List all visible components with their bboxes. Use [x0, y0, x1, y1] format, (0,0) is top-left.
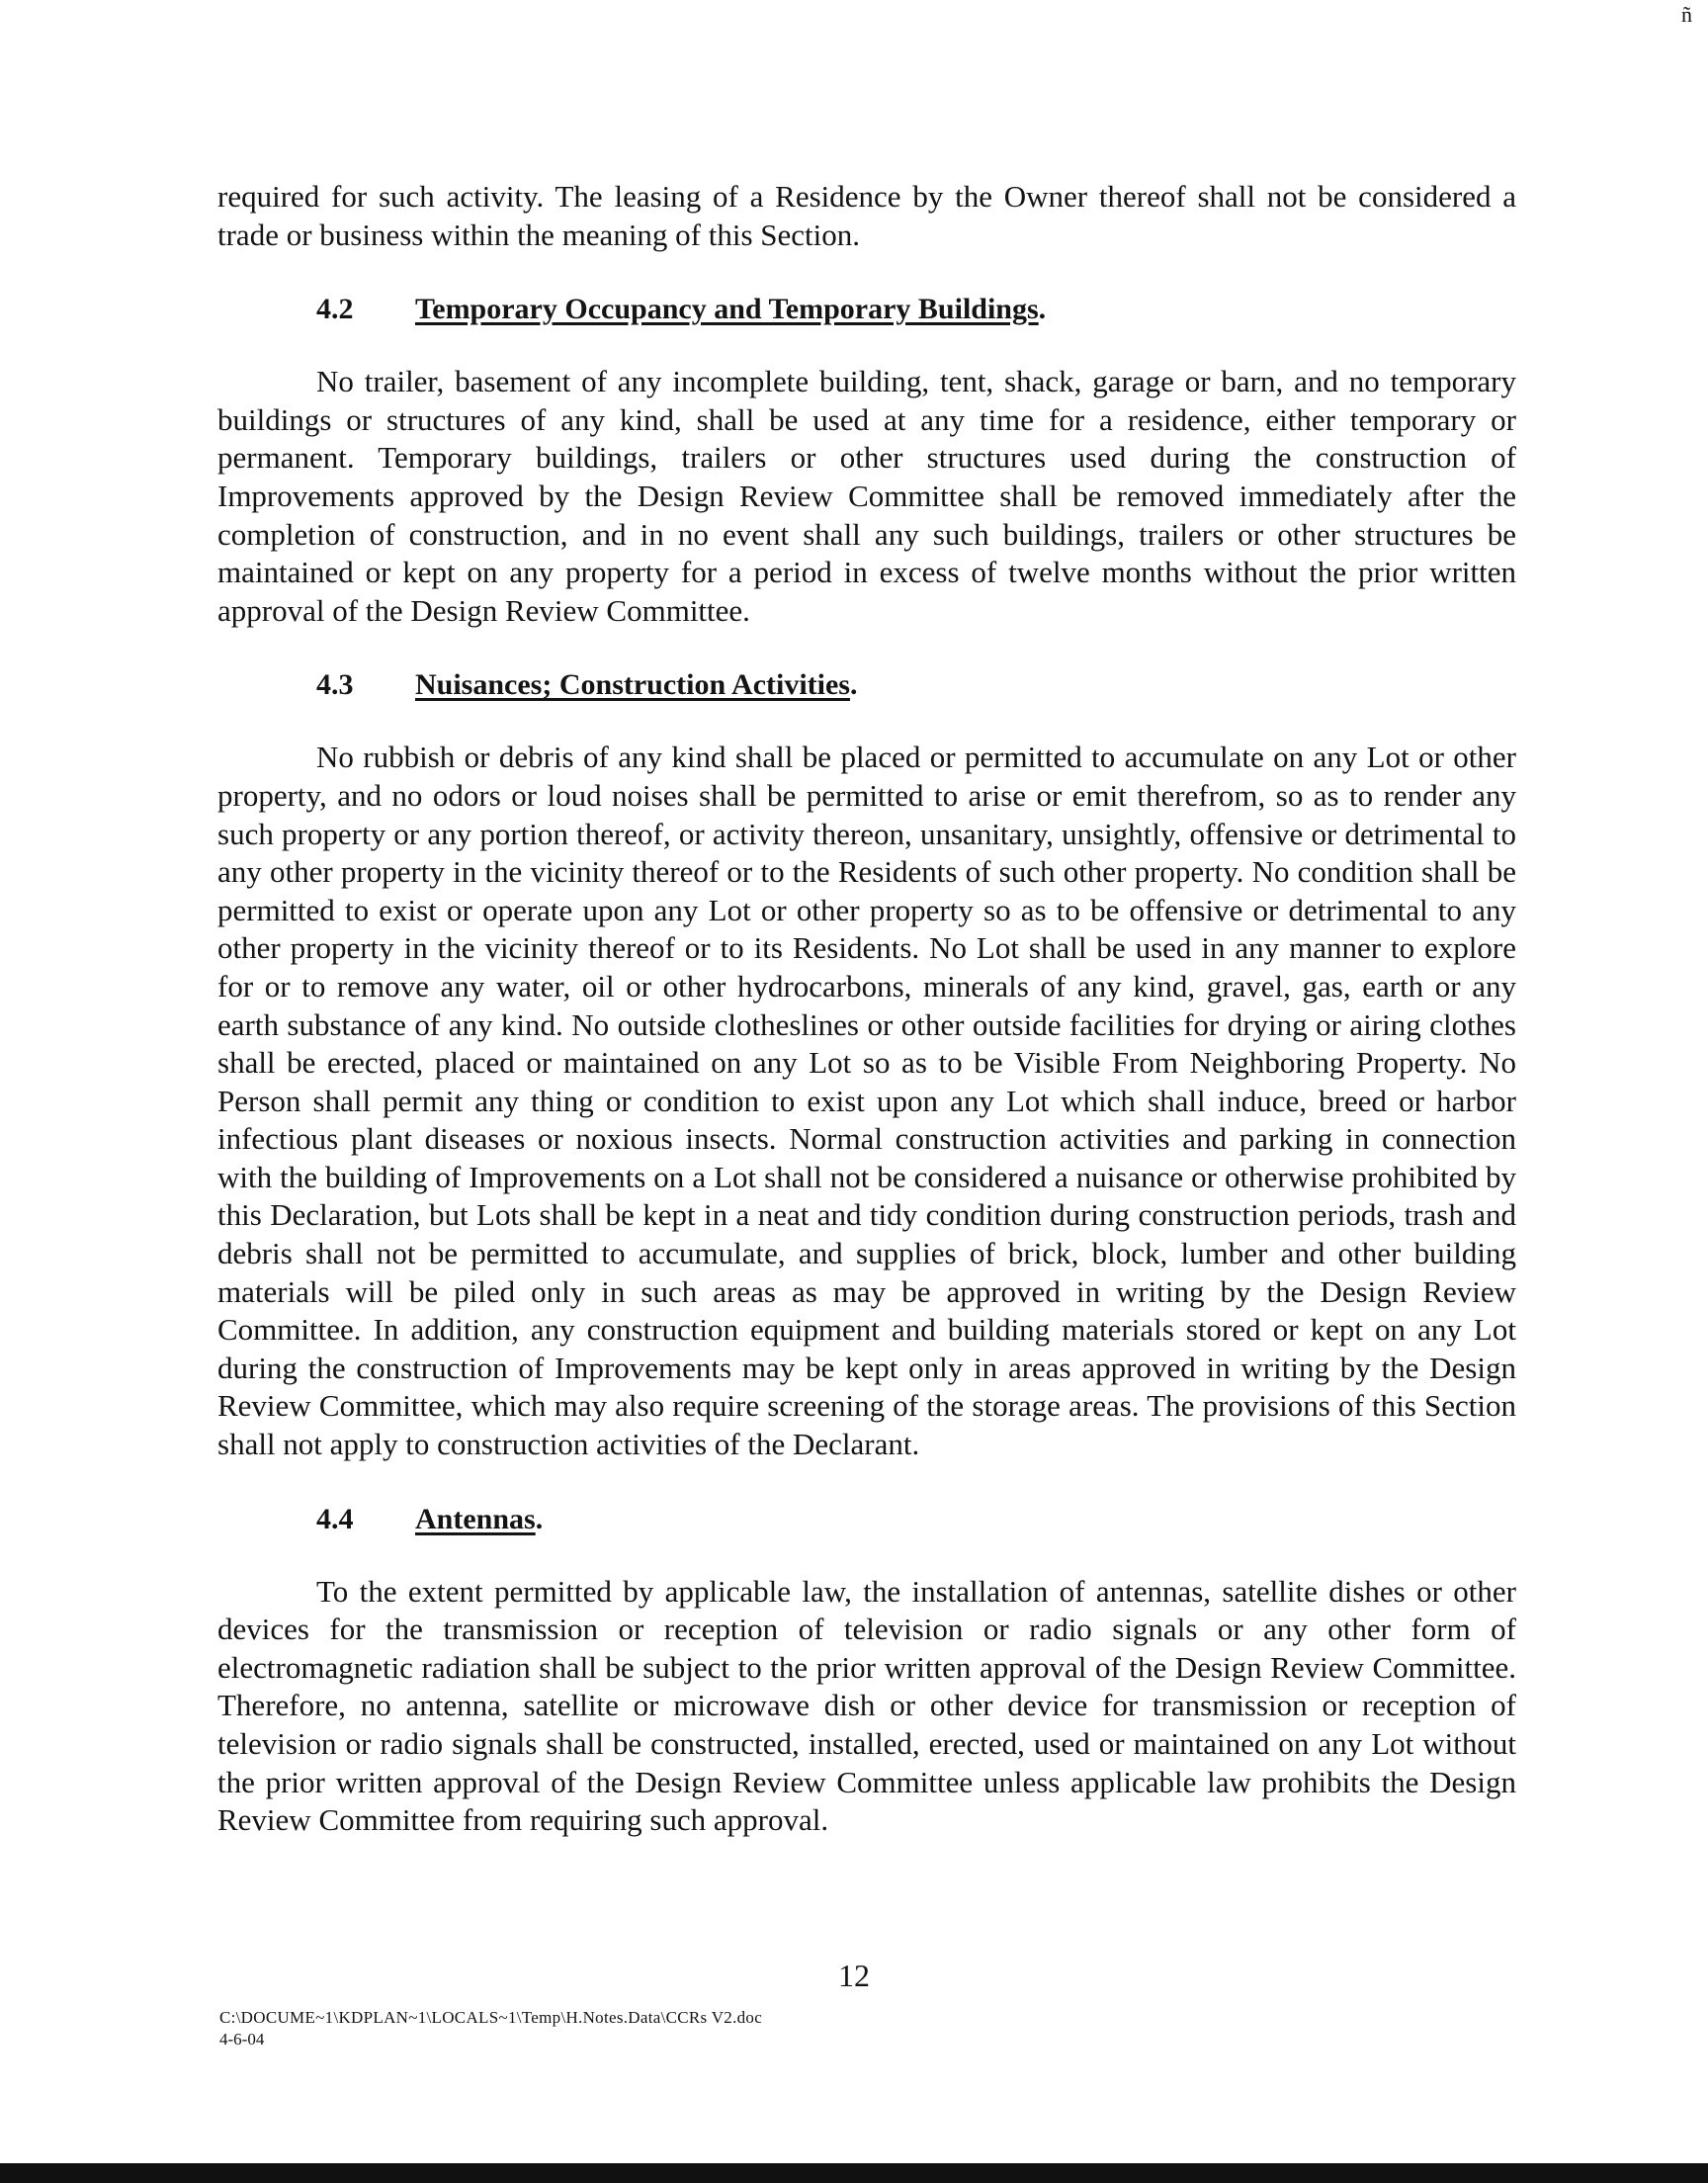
section-paragraph-4-4: To the extent permitted by applicable law, the installation of antennas, satellite dishes or other devices for the transmission or reception of television or radio signals or any other form of electromagnetic radiation shall be subject to the prior written approval of the Design Review Committee. Therefore, no antenna, satellite or microwave dish or other device for transmission or reception of television or radio signals shall be constructed, installed, erected, used or maintained on any Lot without the prior written approval of the Design Review Committee unless applicable law prohibits the Design Review Committee from requiring such approval.: [217, 1573, 1516, 1838]
section-number: 4.3: [316, 668, 354, 702]
section-number: 4.2: [316, 293, 354, 326]
section-number: 4.4: [316, 1502, 354, 1535]
section-heading-4-3: 4.3 Nuisances; Construction Activities.: [217, 665, 1516, 705]
footer-date: 4-6-04: [219, 2030, 265, 2049]
section-heading-4-4: 4.4 Antennas.: [217, 1500, 1516, 1539]
footer-file-path: C:\DOCUME~1\KDPLAN~1\LOCALS~1\Temp\H.Notes.Data\CCRs V2.doc: [219, 2008, 763, 2027]
section-title: Antennas: [415, 1502, 536, 1535]
section-paragraph-4-3: No rubbish or debris of any kind shall be placed or permitted to accumulate on any Lot or other property, and no odors or loud noises shall be permitted to arise or emit therefrom, so as to render any such property or any portion thereof, or activity thereon, unsanitary, unsightly, offensive or detrimental to any other property in the vicinity thereof or to the Residents of such other property. No condition shall be permitted to exist or operate upon any Lot or other property so as to be offensive or detrimental to any other property in the vicinity thereof or to its Residents. No Lot shall be used in any manner to explore for or to remove any water, oil or other hydrocarbons, minerals of any kind, gravel, gas, earth or any earth substance of any kind. No outside clotheslines or other outside facilities for drying or airing clothes shall be erected, placed or maintained on any Lot so as to be Visible From Neighboring Property. No Person shall permit any thing or condition to exist upon any Lot which shall induce, breed or harbor infectious plant diseases or noxious insects. Normal construction activities and parking in connection with the building of Improvements on a Lot shall not be considered a nuisance or otherwise prohibited by this Declaration, but Lots shall be kept in a neat and tidy condition during construction periods, trash and debris shall not be permitted to accumulate, and supplies of brick, block, lumber and other building materials will be piled only in such areas as may be approved in writing by the Design Review Committee. In addition, any construction equipment and building materials stored or kept on any Lot during the construction of Improvements may be kept only in areas approved in writing by the Design Review Committee, which may also require screening of the storage areas. The provisions of this Section shall not apply to construction activities of the Declarant.: [217, 740, 1516, 1462]
section-paragraph-4-2: No trailer, basement of any incomplete building, tent, shack, garage or barn, and no temporary buildings or structures of any kind, shall be used at any time for a residence, either temporary or permanent. Temporary buildings, trailers or other structures used during the construction of Improvements approved by the Design Review Committee shall be removed immediately after the completion of construction, and in no event shall any such buildings, trailers or other structures be maintained or kept on any property for a period in excess of twelve months without the prior written approval of the Design Review Committee.: [217, 364, 1516, 628]
scan-bottom-edge: [0, 2163, 1708, 2183]
page-number: 12: [838, 1958, 870, 1993]
section-heading-4-2: 4.2 Temporary Occupancy and Temporary Buildings.: [217, 290, 1516, 329]
intro-paragraph: required for such activity. The leasing of a Residence by the Owner thereof shall not be considered a trade or business within the meaning of this Section.: [217, 179, 1516, 252]
corner-mark: ñ: [1681, 2, 1692, 27]
section-title: Temporary Occupancy and Temporary Buildings: [415, 293, 1039, 326]
section-title: Nuisances; Construction Activities: [415, 668, 850, 702]
document-body: [217, 178, 1516, 1840]
